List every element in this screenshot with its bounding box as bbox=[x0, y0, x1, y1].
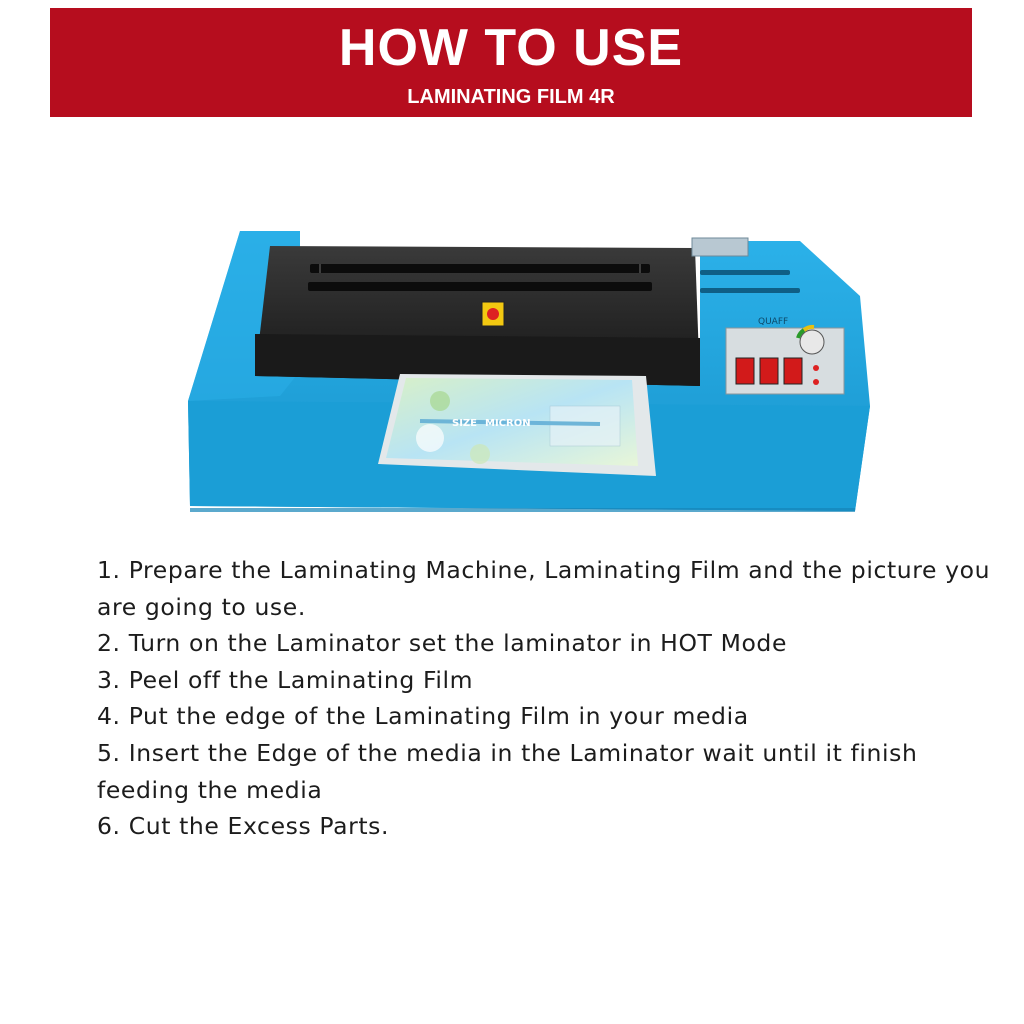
instruction-step-2: 2. Turn on the Laminator set the laminator in HOT Mode bbox=[97, 629, 787, 658]
red-switches bbox=[736, 358, 802, 384]
instruction-list bbox=[97, 552, 997, 845]
instruction-step-3: 3. Peel off the Laminating Film bbox=[97, 665, 474, 694]
page-subtitle: LAMINATING FILM 4R bbox=[407, 86, 615, 108]
temperature-dial-icon bbox=[800, 330, 824, 354]
instruction-step-6: 6. Cut the Excess Parts. bbox=[97, 812, 390, 841]
page-title: HOW TO USE bbox=[338, 19, 684, 77]
header-banner bbox=[50, 8, 972, 117]
film-size-label: SIZE bbox=[452, 418, 478, 429]
instruction-step-4: 4. Put the edge of the Laminating Film in your media bbox=[97, 702, 749, 731]
laminator-photo bbox=[180, 226, 880, 516]
brand-label: QUAFF bbox=[758, 317, 789, 327]
instruction-step-1: 1. Prepare the Laminating Machine, Laminating Film and the picture you are going to use. bbox=[97, 556, 991, 621]
film-micron-label: MICRON bbox=[485, 418, 531, 429]
instruction-step-5: 5. Insert the Edge of the media in the Laminator wait until it finish feeding the media bbox=[97, 738, 918, 804]
